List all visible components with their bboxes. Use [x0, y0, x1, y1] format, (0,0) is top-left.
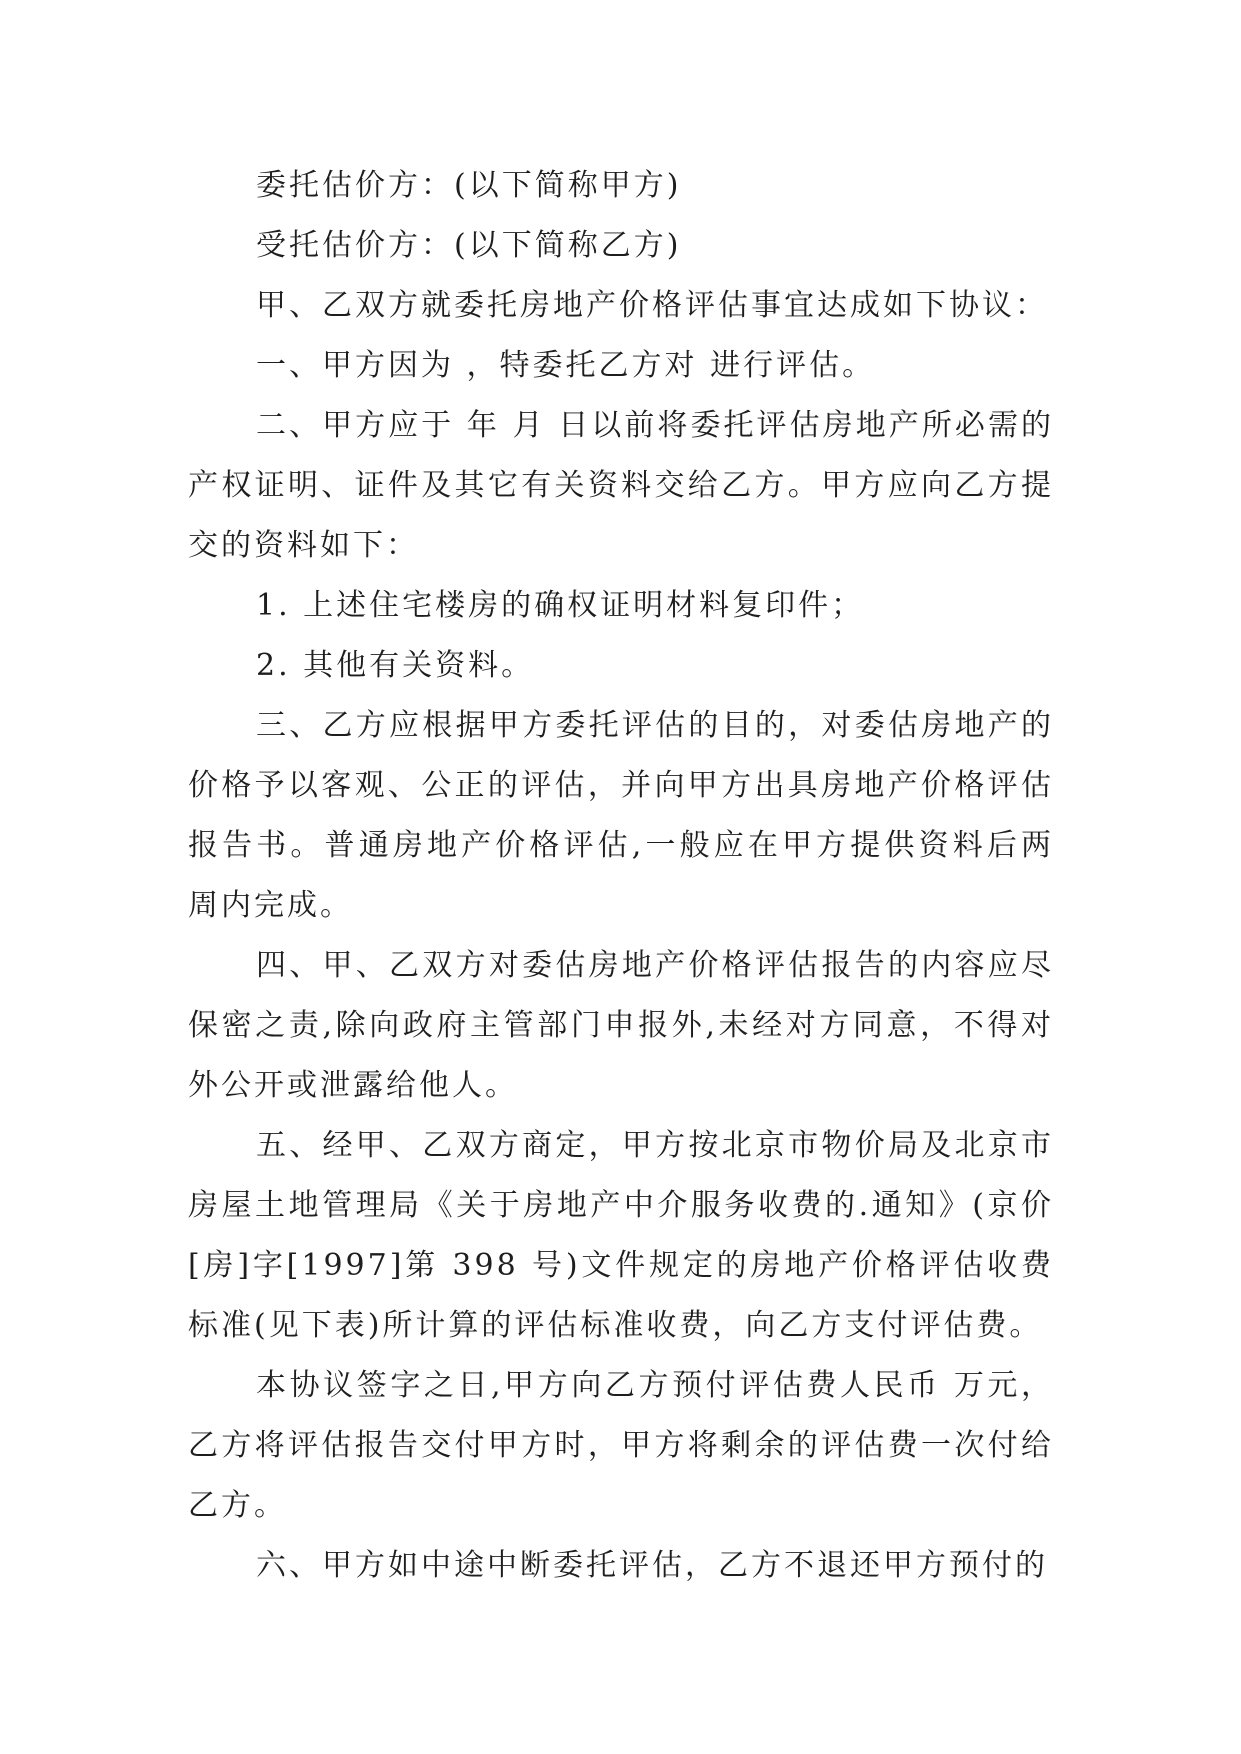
paragraph-agreement-intro: 甲、乙双方就委托房地产价格评估事宜达成如下协议： — [256, 288, 1048, 323]
paragraph-clause-6: 六、甲方如中途中断委托评估，乙方不退还甲方预付的 — [256, 1548, 1048, 1583]
paragraph-item-1: 1. 上述住宅楼房的确权证明材料复印件； — [256, 588, 865, 623]
paragraph-clause-5: 五、经甲、乙双方商定，甲方按北京市物价局及北京市房屋土地管理局《关于房地产中介服务收费的.通知》(京价[房]字[1997]第 398 号)文件规定的房地产价格评估收费标准(见下表)所计算的评估标准收费，向乙方支付评估费。 — [188, 1128, 1054, 1343]
paragraph-clause-1: 一、甲方因为 ，特委托乙方对 进行评估。 — [256, 348, 876, 383]
paragraph-clause-3: 三、乙方应根据甲方委托评估的目的，对委估房地产的价格予以客观、公正的评估，并向甲方出具房地产价格评估报告书。普通房地产价格评估,一般应在甲方提供资料后两周内完成。 — [188, 708, 1054, 923]
paragraph-appraiser: 受托估价方：(以下简称乙方) — [256, 228, 682, 263]
paragraph-client: 委托估价方：(以下简称甲方) — [256, 168, 682, 203]
paragraph-clause-4: 四、甲、乙双方对委估房地产价格评估报告的内容应尽保密之责,除向政府主管部门申报外,未经对方同意，不得对外公开或泄露给他人。 — [188, 948, 1054, 1103]
paragraph-item-2: 2. 其他有关资料。 — [256, 648, 535, 683]
paragraph-prepayment: 本协议签字之日,甲方向乙方预付评估费人民币 万元，乙方将评估报告交付甲方时，甲方将剩余的评估费一次付给乙方。 — [188, 1368, 1054, 1523]
paragraph-clause-2: 二、甲方应于 年 月 日以前将委托评估房地产所必需的产权证明、证件及其它有关资料交给乙方。甲方应向乙方提交的资料如下： — [188, 408, 1054, 563]
document-body — [188, 156, 1054, 1596]
